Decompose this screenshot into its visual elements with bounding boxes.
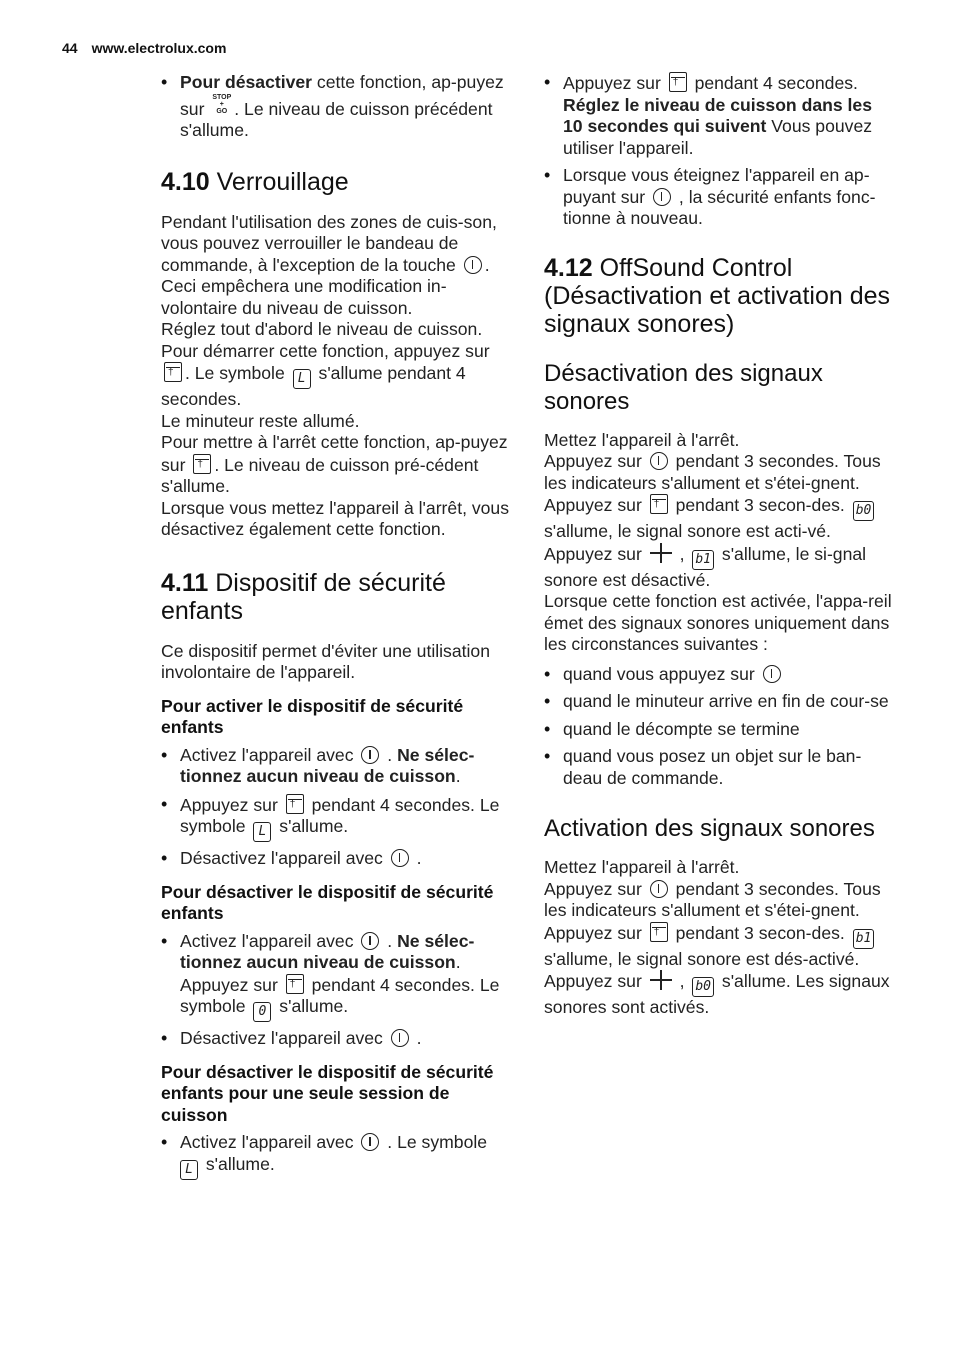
list-item <box>161 794 513 843</box>
subheading: Pour désactiver le dispositif de sécurité enfants pour une seule session de cuisson <box>161 1061 494 1125</box>
list <box>161 1132 513 1180</box>
text: . <box>382 930 398 951</box>
right-column <box>544 72 896 1019</box>
bold-text: Ne sélec-tionnez aucun niveau de cuisson <box>180 930 475 972</box>
section-name: OffSound Control (Désactivation et activation des signaux sonores) <box>544 253 891 338</box>
text: pendant 4 secondes. <box>689 73 858 93</box>
text: , la sécurité enfants fonc-tionne à nouveau. <box>563 186 876 228</box>
paragraph <box>161 432 513 498</box>
symbol-b1-icon: b1 <box>853 929 875 949</box>
text: Appuyez sur <box>563 73 666 93</box>
section-title-4-10 <box>161 168 513 196</box>
list-item <box>161 931 513 1023</box>
bold-text: Réglez le niveau de cuisson dans les 10 secondes qui suivent <box>563 94 872 136</box>
text: pendant 4 secondes. Le symbole <box>180 794 500 836</box>
lock-key-icon <box>286 974 304 994</box>
list-item: • quand le minuteur arrive en fin de cour-se <box>544 691 896 713</box>
text: quand vous appuyez sur <box>563 663 760 684</box>
text: s'allume. <box>274 996 349 1016</box>
page-header <box>62 38 226 60</box>
icon-text: STOP <box>212 93 232 101</box>
paragraph: Le minuteur reste allumé. <box>161 410 360 431</box>
paragraph <box>161 341 513 411</box>
section-title-4-12 <box>544 254 896 338</box>
text: s'allume, le signal sonore est dés-activé. Appuyez sur <box>544 948 860 991</box>
section-number: 4.12 <box>544 253 593 282</box>
power-icon <box>361 746 379 764</box>
text: Appuyez sur <box>180 974 283 995</box>
list-item <box>544 165 896 230</box>
text: . <box>411 1028 422 1048</box>
list-item: • quand vous posez un objet sur le ban-deau de commande. <box>544 746 896 789</box>
intro-list <box>161 72 513 142</box>
power-icon <box>391 849 409 867</box>
text: s'allume pendant 4 secondes. <box>161 363 466 409</box>
text: Appuyez sur <box>180 794 283 815</box>
list-item <box>161 1132 513 1180</box>
left-column <box>161 72 513 1186</box>
page-number: 44 <box>62 40 78 56</box>
text: Pour mettre à l'arrêt cette fonction, ap-puyez sur <box>161 432 508 475</box>
section-name: Verrouillage <box>209 167 349 196</box>
lock-key-icon <box>286 794 304 814</box>
list <box>544 664 896 790</box>
symbol-l-icon: L <box>253 822 271 842</box>
subheading: Pour désactiver le dispositif de sécurité enfants <box>161 881 494 923</box>
text: pendant 3 secon-des. <box>670 495 850 515</box>
paragraph <box>544 451 896 591</box>
text: s'allume. Les signaux sonores sont activés. <box>544 971 890 1017</box>
list-item: • quand le décompte se termine <box>544 719 896 741</box>
text: Appuyez sur <box>544 878 647 899</box>
list <box>161 931 513 1050</box>
text: Désactivez l'appareil avec <box>180 1028 388 1048</box>
site-url: www.electrolux.com <box>91 40 227 56</box>
text: Activez l'appareil avec <box>180 1132 359 1152</box>
text: Pour démarrer cette fonction, appuyez sur <box>161 340 490 361</box>
paragraph: Lorsque cette fonction est activée, l'appa-reil émet des signaux sonores uniquement dans les circonstances suivantes : <box>544 591 892 654</box>
symbol-b1-icon: b1 <box>692 550 714 570</box>
power-icon <box>361 1133 379 1151</box>
text: , <box>674 543 690 564</box>
symbol-0-icon: 0 <box>253 1002 271 1022</box>
plus-icon <box>650 970 672 990</box>
power-icon <box>653 188 671 206</box>
power-icon <box>391 1029 409 1047</box>
text: pendant 3 secondes. Tous les indicateurs s'allument et s'étei-gnent. Appuyez sur <box>544 878 881 943</box>
text: . <box>411 848 422 868</box>
list-item <box>544 72 896 159</box>
icon-text: + <box>219 100 224 108</box>
text: . <box>455 952 461 972</box>
text: , <box>674 971 690 991</box>
list <box>544 72 896 230</box>
section-number: 4.11 <box>161 568 209 597</box>
paragraph <box>544 879 896 1019</box>
section-number: 4.10 <box>161 167 210 196</box>
bold-text: Ne sélec-tionnez aucun niveau de cuisson <box>180 744 475 786</box>
bold-text: Pour désactiver <box>180 72 313 92</box>
symbol-b0-icon: b0 <box>853 501 875 521</box>
text: . Le niveau de cuisson pré-cédent s'allume. <box>161 454 479 496</box>
list-item <box>161 848 513 870</box>
text: s'allume, le signal sonore est acti-vé. Appuyez sur <box>544 521 831 564</box>
text: Désactivez l'appareil avec <box>180 848 388 868</box>
symbol-l-icon: L <box>180 1160 198 1180</box>
lock-key-icon <box>650 922 668 942</box>
list-item <box>544 664 896 686</box>
stop-go-icon <box>212 94 231 115</box>
text: Vous pouvez utiliser l'appareil. <box>563 116 873 158</box>
icon-text: GO <box>216 107 228 115</box>
text: Activez l'appareil avec <box>180 930 359 951</box>
list <box>161 745 513 870</box>
paragraph: Réglez tout d'abord le niveau de cuisson. <box>161 319 483 339</box>
symbol-b0-icon: b0 <box>692 977 714 997</box>
power-icon <box>464 256 482 274</box>
text: s'allume, le si-gnal sonore est désactivé. <box>544 543 867 590</box>
text: . Ceci empêchera une modification in-volontaire du niveau de cuisson. <box>161 254 490 318</box>
text: s'allume. <box>274 816 349 836</box>
paragraph: Mettez l'appareil à l'arrêt. <box>544 429 740 450</box>
text: pendant 4 secondes. Le symbole <box>180 974 500 1016</box>
section-name: Dispositif de sécurité enfants <box>161 568 446 625</box>
power-icon <box>650 452 668 470</box>
text: pendant 3 secondes. Tous les indicateurs s'allument et s'étei-gnent. Appuyez sur <box>544 451 881 515</box>
list-item <box>161 1028 513 1050</box>
text: . <box>382 744 398 765</box>
text: . Le symbole <box>382 1132 488 1152</box>
paragraph: Mettez l'appareil à l'arrêt. <box>544 857 740 877</box>
subsection-title: Activation des signaux sonores <box>544 815 875 842</box>
power-icon <box>650 880 668 898</box>
power-icon <box>763 665 781 683</box>
paragraph: Ce dispositif permet d'éviter une utilisation involontaire de l'appareil. <box>161 640 491 682</box>
text: Appuyez sur <box>544 451 647 471</box>
list-item <box>161 72 513 142</box>
text: s'allume. <box>201 1153 275 1174</box>
symbol-l-icon: L <box>293 369 311 389</box>
text: cette fonction, ap-puyez sur <box>180 72 504 119</box>
text: pendant 3 secon-des. <box>670 922 850 943</box>
lock-key-icon <box>193 454 211 474</box>
paragraph <box>161 212 513 320</box>
lock-key-icon <box>669 72 687 92</box>
power-icon <box>361 932 379 950</box>
subsection-title: Désactivation des signaux sonores <box>544 359 823 415</box>
text: . Le niveau de cuisson précédent s'allume. <box>180 98 493 140</box>
plus-icon <box>650 543 672 563</box>
lock-key-icon <box>164 362 182 382</box>
text: . <box>455 766 461 786</box>
paragraph: Lorsque vous mettez l'appareil à l'arrêt, vous désactivez également cette fonction. <box>161 497 510 539</box>
list-item <box>161 745 513 788</box>
lock-key-icon <box>650 494 668 514</box>
text: Activez l'appareil avec <box>180 744 359 765</box>
text: Lorsque vous éteignez l'appareil en ap-puyant sur <box>563 165 870 207</box>
subheading: Pour activer le dispositif de sécurité enfants <box>161 695 464 737</box>
text: . Le symbole <box>185 363 290 383</box>
section-title-4-11 <box>161 569 513 625</box>
text: Pendant l'utilisation des zones de cuis-son, vous pouvez verrouiller le bandeau de commande, à l'exception de la touche <box>161 211 497 275</box>
